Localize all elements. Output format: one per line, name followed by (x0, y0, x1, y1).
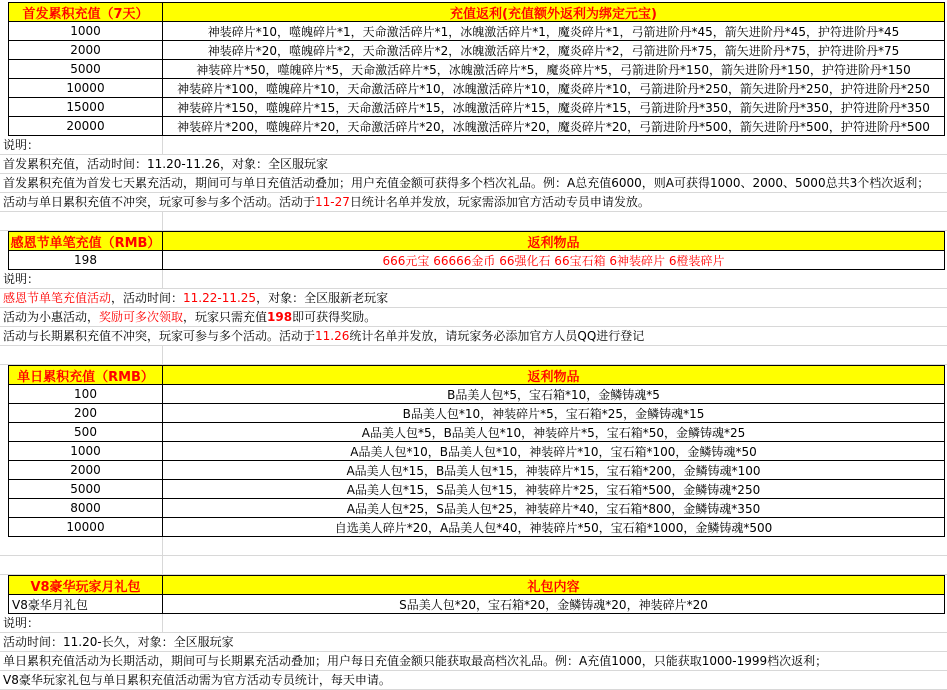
reward-cell: 神装碎片*20，噬魄碎片*2，天命激活碎片*2，冰魄激活碎片*2，魔炎碎片*2，弓箭进阶丹*75，箭矢进阶丹*75，护符进阶丹*75 (163, 41, 945, 60)
note-text: 统计名单并发放，请玩家务必添加官方人员QQ进行登记 (349, 329, 645, 343)
amount-cell: 2000 (9, 41, 163, 60)
tier-header-cell: 首发累积充值（7天） (9, 3, 163, 22)
note-text: 首发累积充值，活动时间：11.20-11.26，对象：全区服玩家 (3, 157, 329, 171)
reward-header-cell: 返利物品 (163, 366, 945, 385)
note-line (0, 308, 947, 327)
note-text: 首发累积充值为首发七天累充活动，期间可与单日充值活动叠加；用户充值金额可获得多个档次礼品。例：A总充值6000，则A可获得1000、2000、5000总共3个档次返利； (3, 176, 930, 190)
note-text: 11.26 (315, 329, 350, 343)
note-text: ，活动时间： (111, 291, 184, 305)
note-text: 感恩节单笔充值活动 (3, 291, 112, 305)
table-row (9, 461, 945, 480)
reward-header-cell: 返利物品 (163, 232, 945, 251)
table-daily-cumulative (8, 365, 945, 537)
note-text: 日统计名单并发放，玩家需添加官方活动专员申请发放。 (349, 195, 650, 209)
grid-blank-row (0, 212, 947, 231)
reward-header-cell: 充值返利(充值额外返利为绑定元宝) (163, 3, 945, 22)
table-first-week-cumulative (8, 2, 945, 136)
note-text: 11-27 (315, 195, 350, 209)
amount-cell: 500 (9, 423, 163, 442)
note-line (0, 136, 947, 155)
note-line (0, 289, 947, 308)
table-row (9, 499, 945, 518)
amount-cell: 2000 (9, 461, 163, 480)
tier-header-cell: 感恩节单笔充值（RMB） (9, 232, 163, 251)
table-thanksgiving-single-charge (8, 231, 945, 270)
amount-cell: 1000 (9, 22, 163, 41)
reward-cell: 神装碎片*200，噬魄碎片*20，天命激活碎片*20，冰魄激活碎片*20，魔炎碎片*20，弓箭进阶丹*500，箭矢进阶丹*500，护符进阶丹*500 (163, 117, 945, 136)
table-row (9, 22, 945, 41)
note-line (0, 633, 947, 652)
reward-cell: 666元宝 66666金币 66强化石 66宝石箱 6神装碎片 6橙装碎片 (163, 251, 945, 270)
note-text: 即可获得奖励。 (292, 310, 377, 324)
amount-cell: 10000 (9, 79, 163, 98)
note-line (0, 671, 947, 690)
reward-cell: A品美人包*15，S品美人包*15，神装碎片*25，宝石箱*500，金鳞铸魂*250 (163, 480, 945, 499)
note-text: 说明： (3, 138, 40, 152)
amount-cell: 198 (9, 251, 163, 270)
reward-cell: 神装碎片*150，噬魄碎片*15，天命激活碎片*15，冰魄激活碎片*15，魔炎碎片*15，弓箭进阶丹*350，箭矢进阶丹*350，护符进阶丹*350 (163, 98, 945, 117)
reward-cell: B品美人包*10，神装碎片*5，宝石箱*25，金鳞铸魂*15 (163, 404, 945, 423)
tier-header-cell: 单日累积充值（RMB） (9, 366, 163, 385)
note-line (0, 174, 947, 193)
reward-cell: A品美人包*15，B品美人包*15，神装碎片*15，宝石箱*200，金鳞铸魂*100 (163, 461, 945, 480)
amount-cell: 1000 (9, 442, 163, 461)
table-v8-monthly-gift (8, 575, 945, 614)
grid-blank-row (0, 537, 947, 556)
table-header-row (9, 576, 945, 595)
table-header-row (9, 232, 945, 251)
grid-blank-row (0, 346, 947, 365)
reward-header-cell: 礼包内容 (163, 576, 945, 595)
note-text: ，对象：全区服新老玩家 (256, 291, 389, 305)
note-line (0, 270, 947, 289)
note-text: 活动与单日累积充值不冲突，玩家可参与多个活动。活动于 (3, 195, 316, 209)
table-row (9, 480, 945, 499)
reward-cell: 自选美人碎片*20，A品美人包*40，神装碎片*50，宝石箱*1000，金鳞铸魂*500 (163, 518, 945, 537)
reward-cell: 神装碎片*100，噬魄碎片*10，天命激活碎片*10，冰魄激活碎片*10，魔炎碎片*10，弓箭进阶丹*250，箭矢进阶丹*250，护符进阶丹*250 (163, 79, 945, 98)
note-line (0, 614, 947, 633)
note-text: 奖励可多次领取 (99, 310, 184, 324)
tier-header-cell: V8豪华玩家月礼包 (9, 576, 163, 595)
note-text: V8豪华玩家礼包与单日累积充值活动需为官方活动专员统计，每天申请。 (3, 673, 391, 687)
reward-cell: 神装碎片*10，噬魄碎片*1，天命激活碎片*1，冰魄激活碎片*1，魔炎碎片*1，弓箭进阶丹*45，箭矢进阶丹*45，护符进阶丹*45 (163, 22, 945, 41)
note-text: ，玩家只需充值 (183, 310, 268, 324)
note-line (0, 327, 947, 346)
note-text: 198 (267, 310, 293, 324)
note-text: 活动为小惠活动， (3, 310, 100, 324)
reward-cell: 神装碎片*50，噬魄碎片*5，天命激活碎片*5，冰魄激活碎片*5，魔炎碎片*5，弓箭进阶丹*150，箭矢进阶丹*150，护符进阶丹*150 (163, 60, 945, 79)
reward-cell: A品美人包*5，B品美人包*10，神装碎片*5，宝石箱*50，金鳞铸魂*25 (163, 423, 945, 442)
note-text: 活动与长期累积充值不冲突，玩家可参与多个活动。活动于 (3, 329, 316, 343)
amount-cell: 200 (9, 404, 163, 423)
note-line (0, 652, 947, 671)
note-text: 11.22-11.25 (183, 291, 257, 305)
table-row (9, 404, 945, 423)
table-row (9, 60, 945, 79)
amount-cell: V8豪华月礼包 (9, 595, 163, 614)
note-text: 说明： (3, 616, 40, 630)
reward-cell: A品美人包*10，B品美人包*10，神装碎片*10，宝石箱*100，金鳞铸魂*50 (163, 442, 945, 461)
amount-cell: 5000 (9, 60, 163, 79)
table-header-row (9, 366, 945, 385)
reward-cell: B品美人包*5，宝石箱*10，金鳞铸魂*5 (163, 385, 945, 404)
reward-cell: A品美人包*25，S品美人包*25，神装碎片*40，宝石箱*800，金鳞铸魂*350 (163, 499, 945, 518)
table-row (9, 518, 945, 537)
table-row (9, 442, 945, 461)
amount-cell: 15000 (9, 98, 163, 117)
amount-cell: 10000 (9, 518, 163, 537)
note-line (0, 155, 947, 174)
table-row (9, 79, 945, 98)
table-row (9, 385, 945, 404)
table-row (9, 98, 945, 117)
note-text: 单日累积充值活动为长期活动，期间可与长期累充活动叠加；用户每日充值金额只能获取最高档次礼品。例：A充值1000，只能获取1000-1999档次返利； (3, 654, 828, 668)
table-row (9, 595, 945, 614)
amount-cell: 5000 (9, 480, 163, 499)
table-row (9, 41, 945, 60)
amount-cell: 100 (9, 385, 163, 404)
table-header-row (9, 3, 945, 22)
reward-cell: S品美人包*20，宝石箱*20，金鳞铸魂*20，神装碎片*20 (163, 595, 945, 614)
table-row (9, 117, 945, 136)
note-line (0, 193, 947, 212)
grid-blank-row (0, 556, 947, 575)
note-text: 说明： (3, 272, 40, 286)
table-row (9, 251, 945, 270)
amount-cell: 20000 (9, 117, 163, 136)
amount-cell: 8000 (9, 499, 163, 518)
note-text: 活动时间：11.20-长久，对象：全区服玩家 (3, 635, 234, 649)
table-row (9, 423, 945, 442)
